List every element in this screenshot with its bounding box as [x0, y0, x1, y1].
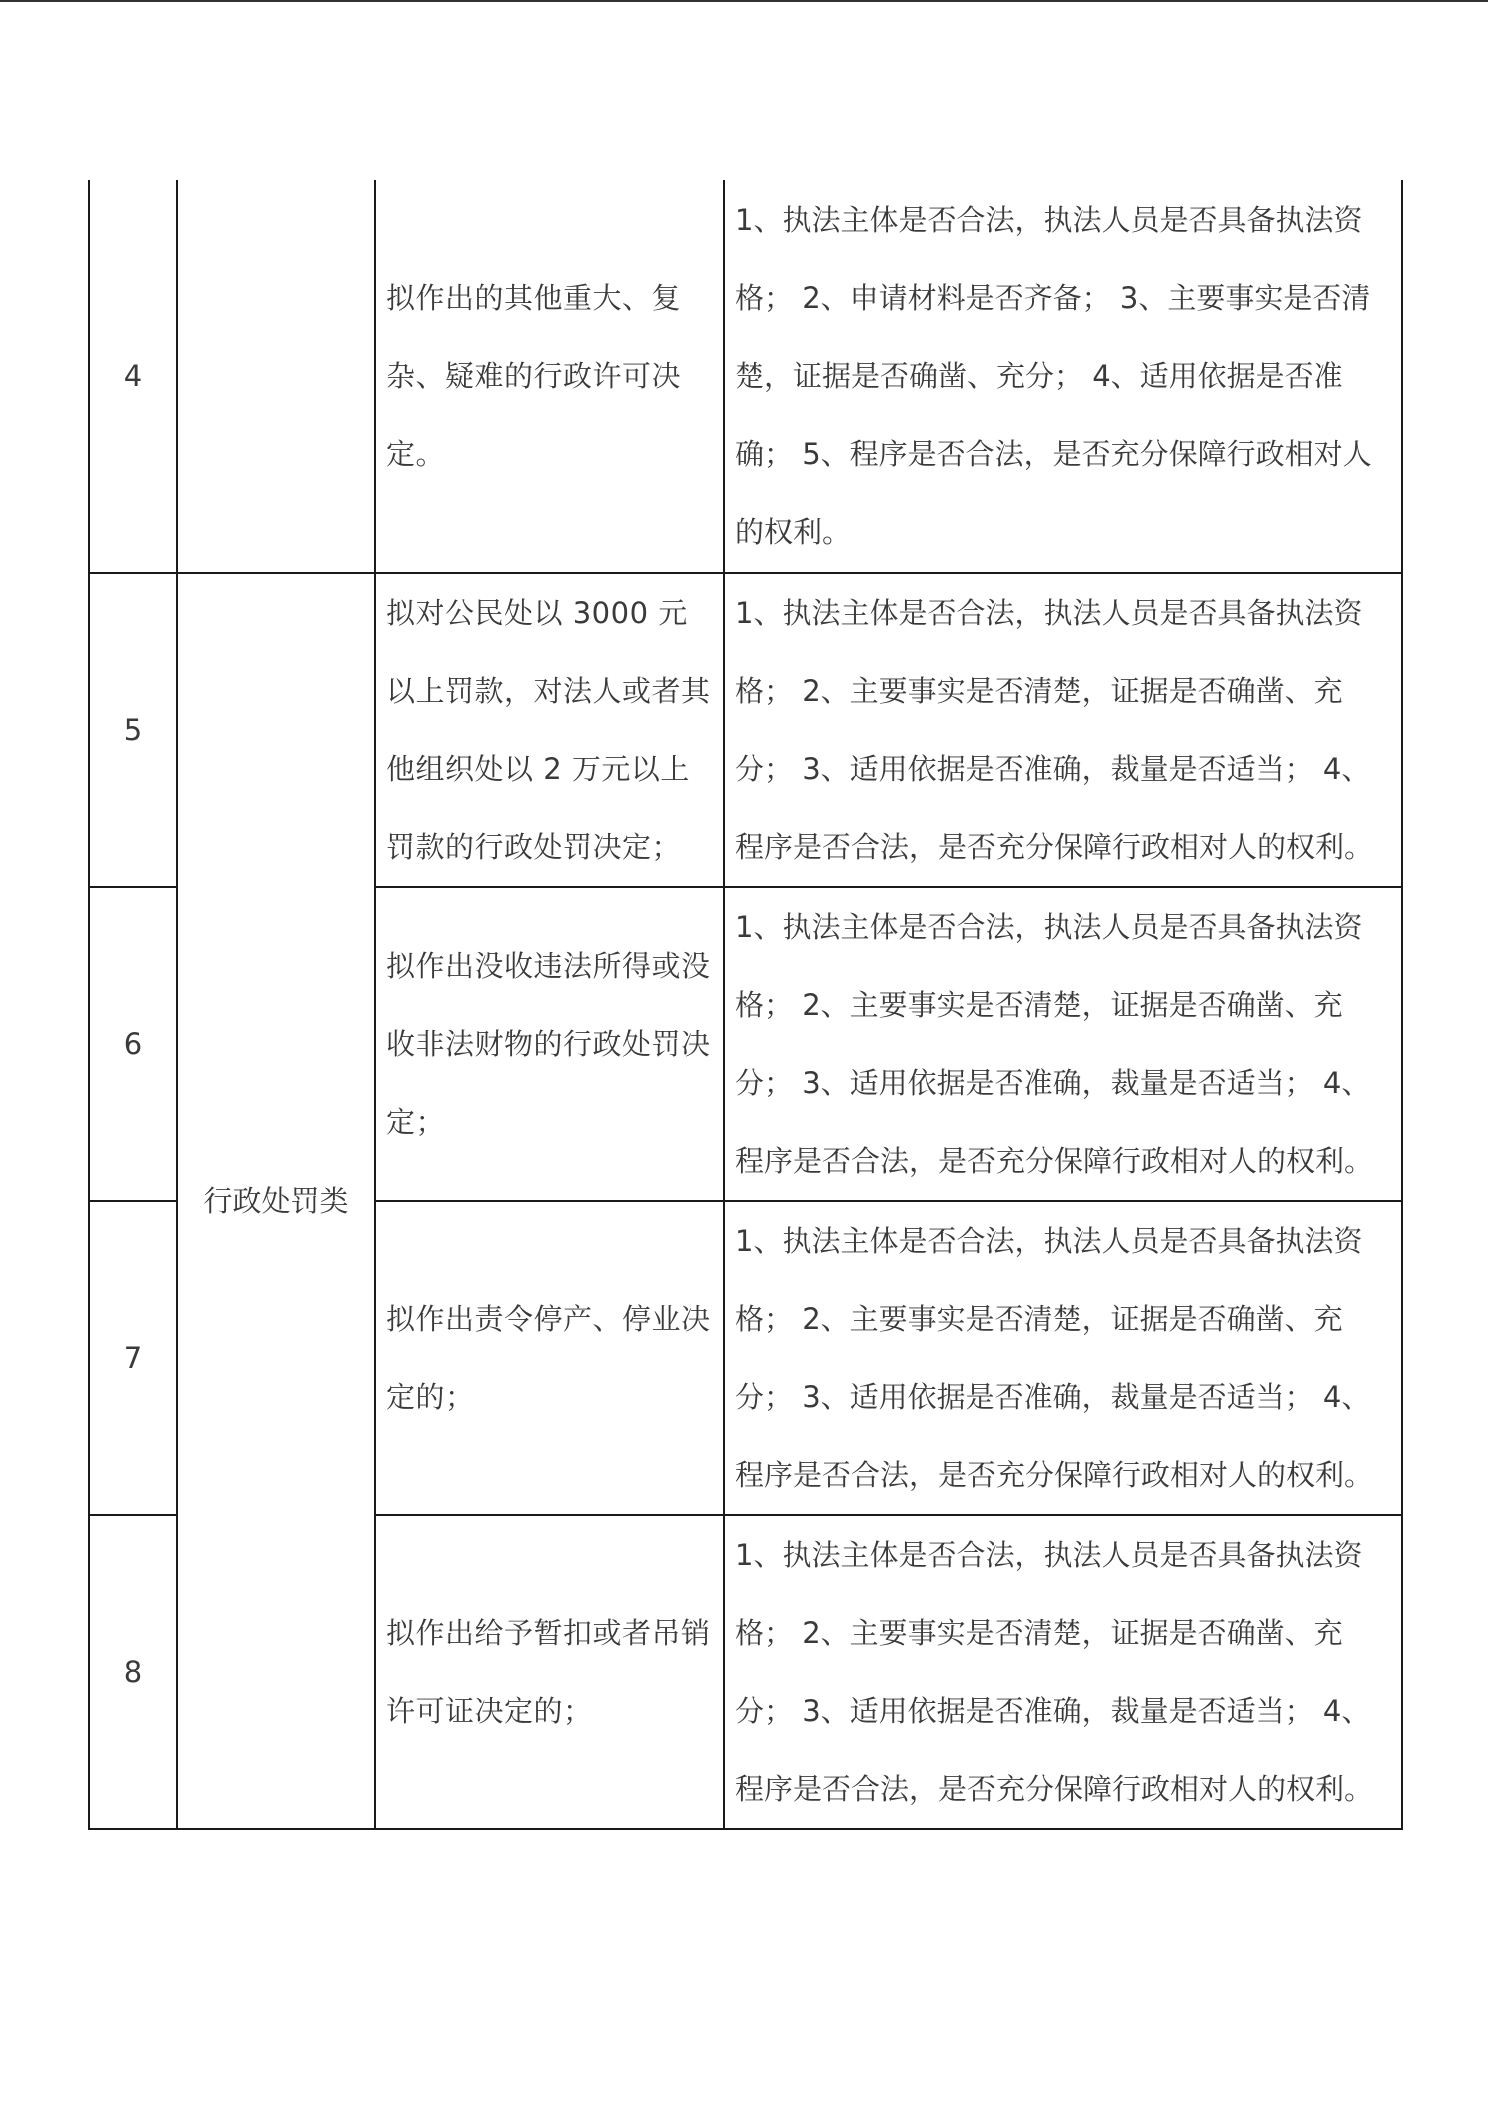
condition-cell: 拟作出责令停产、停业决定的；: [375, 1201, 724, 1515]
row-number-cell: 4: [89, 180, 177, 573]
page-top-border: [0, 0, 1488, 2]
review-content-cell: 1、执法主体是否合法，执法人员是否具备执法资格； 2、主要事实是否清楚，证据是否确凿、充分； 3、适用依据是否准确，裁量是否适当； 4、程序是否合法，是否充分保障行政相对人的权利。: [724, 887, 1402, 1201]
review-content-cell: 1、执法主体是否合法，执法人员是否具备执法资格； 2、申请材料是否齐备； 3、主要事实是否清楚，证据是否确凿、充分； 4、适用依据是否准确； 5、程序是否合法，是否充分保障行政相对人的权利。: [724, 180, 1402, 573]
category-cell: 行政处罚类: [177, 573, 375, 1829]
review-content-cell: 1、执法主体是否合法，执法人员是否具备执法资格； 2、主要事实是否清楚，证据是否确凿、充分； 3、适用依据是否准确，裁量是否适当； 4、程序是否合法，是否充分保障行政相对人的权利。: [724, 573, 1402, 887]
condition-cell: 拟作出没收违法所得或没收非法财物的行政处罚决定；: [375, 887, 724, 1201]
row-number-cell: 6: [89, 887, 177, 1201]
row-number-cell: 8: [89, 1515, 177, 1829]
condition-cell: 拟作出给予暂扣或者吊销许可证决定的；: [375, 1515, 724, 1829]
table-row: [89, 573, 1402, 887]
table-row: [89, 180, 1402, 573]
review-content-cell: 1、执法主体是否合法，执法人员是否具备执法资格； 2、主要事实是否清楚，证据是否确凿、充分； 3、适用依据是否准确，裁量是否适当； 4、程序是否合法，是否充分保障行政相对人的权利。: [724, 1201, 1402, 1515]
review-content-cell: 1、执法主体是否合法，执法人员是否具备执法资格； 2、主要事实是否清楚，证据是否确凿、充分； 3、适用依据是否准确，裁量是否适当； 4、程序是否合法，是否充分保障行政相对人的权利。: [724, 1515, 1402, 1829]
condition-cell: 拟作出的其他重大、复杂、疑难的行政许可决定。: [375, 180, 724, 573]
row-number-cell: 5: [89, 573, 177, 887]
category-cell-empty: [177, 180, 375, 573]
row-number-cell: 7: [89, 1201, 177, 1515]
legal-review-table: [88, 180, 1403, 1830]
condition-cell: 拟对公民处以 3000 元以上罚款，对法人或者其他组织处以 2 万元以上罚款的行政处罚决定；: [375, 573, 724, 887]
